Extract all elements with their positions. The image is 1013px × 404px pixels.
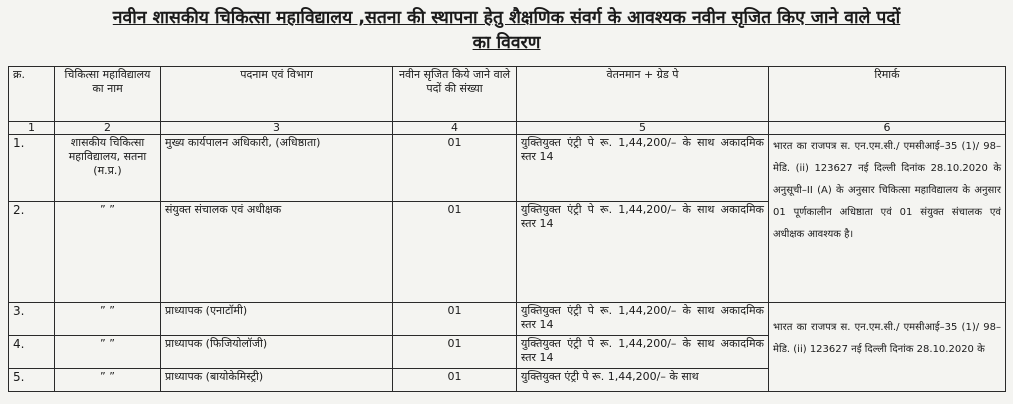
header-college: चिकित्सा महाविद्यालय का नाम [55,67,161,122]
row-post: प्राध्यापक (फिजियोलॉजी) [161,336,393,369]
row-college: ” ” [55,369,161,392]
title-line-2: का विवरण [472,33,541,53]
header-serial: क्र. [9,67,55,122]
column-number: 1 [9,122,55,135]
row-remark: भारत का राजपत्र स. एन.एम.सी./ एमसीआई–35 (1)/ 98–मेडि. (ii) 123627 नई दिल्ली दिनांक 28.10.2020 के अनुसूची–II (A) के अनुसार चिकित्सा महाविद्यालय के अनुसार 01 पूर्णकालीन अधिष्ठाता एवं 01 संयुक्त संचालक एवं अधीक्षक आवश्यक है। [769,135,1006,303]
row-count: 01 [393,135,517,202]
row-pay: युक्तियुक्त एंट्री पे रू. 1,44,200/– के साथ [517,369,769,392]
header-post: पदनाम एवं विभाग [161,67,393,122]
row-count: 01 [393,202,517,303]
row-pay: युक्तियुक्त एंट्री पे रू. 1,44,200/– के साथ अकादमिक स्तर 14 [517,303,769,336]
row-count: 01 [393,336,517,369]
row-serial: 2. [9,202,55,303]
row-pay: युक्तियुक्त एंट्री पे रू. 1,44,200/– के साथ अकादमिक स्तर 14 [517,336,769,369]
row-post: प्राध्यापक (बायोकेमिस्ट्री) [161,369,393,392]
header-count: नवीन सृजित किये जाने वाले पदों की संख्या [393,67,517,122]
row-pay: युक्तियुक्त एंट्री पे रू. 1,44,200/– के साथ अकादमिक स्तर 14 [517,135,769,202]
row-remark: भारत का राजपत्र स. एन.एम.सी./ एमसीआई–35 (1)/ 98–मेडि. (ii) 123627 नई दिल्ली दिनांक 28.10.2020 के [769,303,1006,392]
column-number-row [9,122,1006,135]
row-college: ” ” [55,303,161,336]
column-number: 6 [769,122,1006,135]
table-row [9,303,1006,336]
row-serial: 5. [9,369,55,392]
row-post: मुख्य कार्यपालन अधिकारी, (अधिष्ठाता) [161,135,393,202]
row-college: ” ” [55,202,161,303]
column-number: 2 [55,122,161,135]
header-remark: रिमार्क [769,67,1006,122]
header-pay: वेतनमान + ग्रेड पे [517,67,769,122]
row-post: प्राध्यापक (एनाटॉमी) [161,303,393,336]
table-row [9,135,1006,202]
column-number: 3 [161,122,393,135]
row-count: 01 [393,303,517,336]
row-post: संयुक्त संचालक एवं अधीक्षक [161,202,393,303]
title-line-1: नवीन शासकीय चिकित्सा महाविद्यालय ,सतना की स्थापना हेतु शैक्षणिक संवर्ग के आवश्यक नवीन सृजित किए जाने वाले पदों [112,8,901,28]
row-college: शासकीय चिकित्सा महाविद्यालय, सतना (म.प्र.) [55,135,161,202]
table-header-row [9,67,1006,122]
row-serial: 3. [9,303,55,336]
row-pay: युक्तियुक्त एंट्री पे रू. 1,44,200/– के साथ अकादमिक स्तर 14 [517,202,769,303]
row-serial: 4. [9,336,55,369]
row-college: ” ” [55,336,161,369]
row-count: 01 [393,369,517,392]
document-title [0,0,1013,56]
row-serial: 1. [9,135,55,202]
column-number: 5 [517,122,769,135]
posts-table [8,66,1006,392]
column-number: 4 [393,122,517,135]
